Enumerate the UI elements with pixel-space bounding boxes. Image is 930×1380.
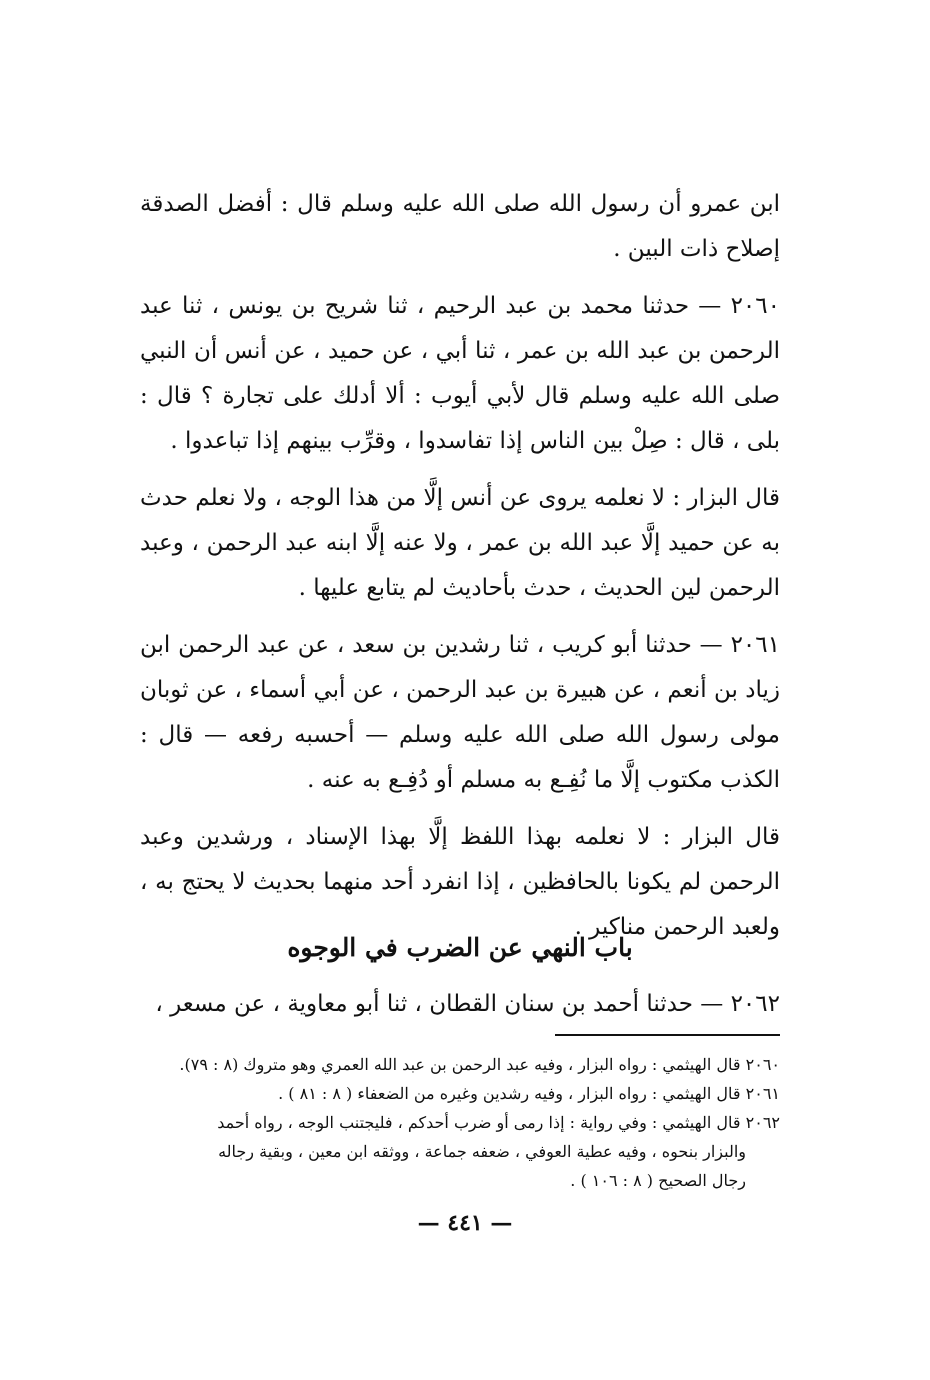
footnote-divider — [555, 1034, 780, 1036]
footnote-2061: ٢٠٦١ قال الهيثمي : رواه البزار ، وفيه رشدين وغيره من الضعفاء ( ٨ : ٨١ ) . — [278, 1084, 780, 1103]
paragraph-bazzar-comment: قال البزار : لا نعلمه يروى عن أنس إلَّا من هذا الوجه ، ولا نعلم حدث به عن حميد إلَّا عبد الله بن عمر ، ولا عنه إلَّا ابنه عبد الرحمن ، وعبد الرحمن لين الحديث ، حدث بأحاديث لم يتابع عليها . — [140, 485, 780, 601]
paragraph-hadith-2062: ٢٠٦٢ — حدثنا أحمد بن سنان القطان ، ثنا أبو معاوية ، عن مسعر ، — [155, 991, 780, 1017]
footnote-2062-continued: والبزار بنحوه ، وفيه عطية العوفي ، ضعفه جماعة ، ووثقه ابن معين ، وبقية رجاله — [218, 1142, 746, 1161]
paragraph-bazzar-comment: قال البزار : لا نعلمه بهذا اللفظ إلَّا بهذا الإسناد ، ورشدين وعبد الرحمن لم يكونا بالحافظين ، إذا انفرد أحد منهما بحديث لا يحتج به ، ولعبد الرحمن مناكير . — [140, 824, 780, 940]
paragraph: ابن عمرو أن رسول الله صلى الله عليه وسلم قال : أفضل الصدقة إصلاح ذات البين . — [140, 191, 780, 262]
section-heading: باب النهي عن الضرب في الوجوه — [287, 933, 633, 962]
main-text — [140, 182, 780, 962]
footnote-2060: ٢٠٦٠ قال الهيثمي : رواه البزار ، وفيه عبد الرحمن بن عبد الله العمري وهو متروك (٨ : ٧٩). — [179, 1055, 780, 1074]
footnotes — [140, 1050, 780, 1195]
footnote-2062-continued: رجال الصحيح ( ٨ : ١٠٦ ) . — [570, 1171, 746, 1190]
paragraph-hadith-2060: ٢٠٦٠ — حدثنا محمد بن عبد الرحيم ، ثنا شريح بن يونس ، ثنا عبد الرحمن بن عبد الله بن عمر ، ثنا أبي ، عن حميد ، عن أنس أن النبي صلى الله عليه وسلم قال لأبي أيوب : ألا أدلك على تجارة ؟ قال : بلى ، قال : صِلْ بين الناس إذا تفاسدوا ، وقرِّب بينهم إذا تباعدوا . — [140, 293, 780, 454]
paragraph-hadith-2061: ٢٠٦١ — حدثنا أبو كريب ، ثنا رشدين بن سعد ، عن عبد الرحمن ابن زياد بن أنعم ، عن هبيرة بن عبد الرحمن ، عن أبي أسماء ، عن ثوبان مولى رسول الله صلى الله عليه وسلم — أحسبه رفعه — قال : الكذب مكتوب إلَّا ما نُفِـع به مسلم أو دُفِـع به عنه . — [140, 632, 781, 793]
page-number: — ٤٤١ — — [417, 1210, 513, 1236]
footnote-2062: ٢٠٦٢ قال الهيثمي : وفي رواية : إذا رمى أو ضرب أحدكم ، فليجتنب الوجه ، رواه أحمد — [217, 1113, 780, 1132]
